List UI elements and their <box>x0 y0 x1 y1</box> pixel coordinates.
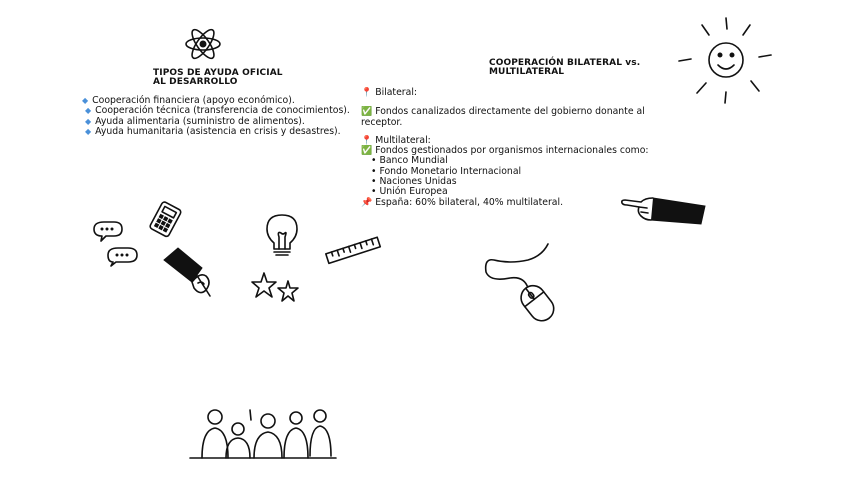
spain-note-text: España: 60% bilateral, 40% multilateral. <box>375 196 564 208</box>
pin-icon: 📍 <box>361 135 373 146</box>
diamond-icon: ◆ <box>82 96 89 105</box>
list-item-text: Ayuda humanitaria (asistencia en crisis y desastres). <box>95 126 341 138</box>
spain-note <box>361 198 649 208</box>
right-section-title <box>489 59 640 77</box>
list-item: • Naciones Unidas <box>371 177 649 187</box>
right-title-line1: COOPERACIÓN BILATERAL vs. <box>489 58 641 68</box>
check-icon: ✅ <box>361 107 373 118</box>
sun-icon <box>677 15 777 105</box>
bilateral-block <box>361 88 649 208</box>
pointing-hand-icon <box>619 190 709 230</box>
bilateral-heading <box>361 88 649 98</box>
check-icon: ✅ <box>361 146 373 157</box>
bilateral-desc <box>361 107 649 117</box>
bilateral-desc-line2: receptor. <box>361 116 403 128</box>
diamond-icon: ◆ <box>85 106 92 116</box>
calculator-icon <box>147 201 187 241</box>
organizations-list <box>371 156 649 197</box>
computer-mouse-icon <box>480 242 570 332</box>
list-item: • Banco Mundial <box>371 156 649 166</box>
right-title-line2: MULTILATERAL <box>489 67 565 77</box>
left-title-line1: TIPOS DE AYUDA OFICIAL <box>153 68 283 78</box>
people-group-icon <box>188 406 338 461</box>
bilateral-desc-line1: Fondos canalizados directamente del gobierno donante al <box>375 106 645 118</box>
bilateral-label: Bilateral: <box>375 87 418 98</box>
pushpin-icon: 📌 <box>361 197 373 208</box>
diamond-icon: ◆ <box>85 116 92 126</box>
left-title-line2: AL DESARROLLO <box>153 77 238 87</box>
lightbulb-icon <box>261 211 303 261</box>
list-item <box>85 127 350 137</box>
list-item-text: Ayuda alimentaria (suministro de alimentos). <box>95 115 305 127</box>
pin-icon: 📍 <box>361 88 373 98</box>
left-section-title <box>153 69 283 87</box>
list-item-text: Cooperación técnica (transferencia de conocimientos). <box>95 105 350 117</box>
aid-types-list <box>82 96 350 138</box>
list-item: • Unión Europea <box>371 187 649 197</box>
diamond-icon: ◆ <box>85 127 92 137</box>
multilateral-desc-text: Fondos gestionados por organismos internacionales como: <box>375 145 649 157</box>
speech-bubbles-icon <box>92 220 142 270</box>
stars-icon <box>252 271 302 305</box>
ruler-icon <box>324 234 384 268</box>
multilateral-label: Multilateral: <box>375 134 431 146</box>
list-item: • Fondo Monetario Internacional <box>371 167 649 177</box>
list-item-text: Cooperación financiera (apoyo económico). <box>92 95 295 106</box>
writing-hand-icon <box>160 246 220 301</box>
atom-icon <box>183 27 223 61</box>
